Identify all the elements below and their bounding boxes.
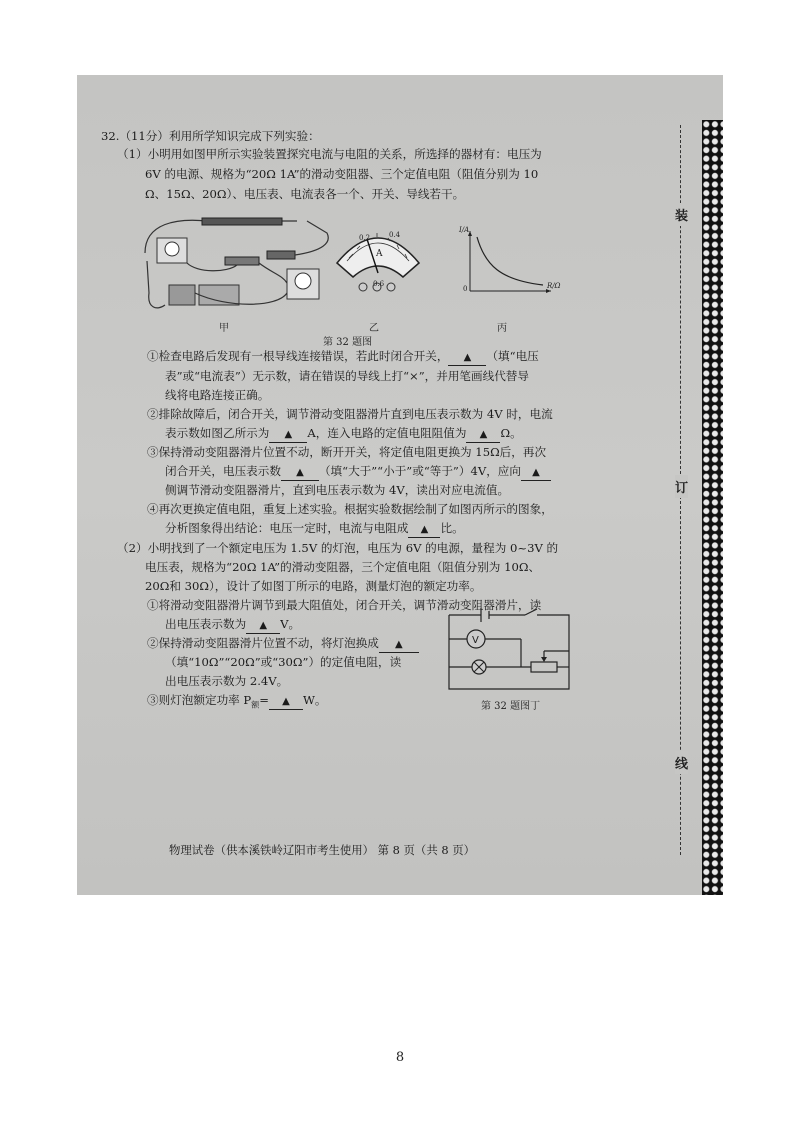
meter-terminal-label: 0.6 (373, 280, 385, 288)
answer-blank-8[interactable]: ▲ (379, 636, 419, 653)
svg-text:V: V (472, 635, 479, 646)
answer-blank-9[interactable]: ▲ (269, 693, 303, 710)
figure-caption-32: 第 32 题图 (323, 337, 373, 348)
binding-char-zhuang: 装 (675, 203, 688, 226)
answer-blank-2[interactable]: ▲ (269, 426, 307, 443)
binding-margin-pattern (702, 120, 723, 895)
answer-blank-6[interactable]: ▲ (408, 521, 440, 538)
part2-item1-line-2: 出电压表示数为 ▲ V。 (165, 617, 300, 634)
item3-line-1: ③保持滑动变阻器滑片位置不动，断开开关，将定值电阻更换为 15Ω后，再次 (147, 445, 547, 459)
item2-line-2: 表示数如图乙所示为 ▲ A，连入电路的定值电阻阻值为 ▲ Ω。 (165, 426, 522, 443)
item1-text-a: ①检查电路后发现有一根导线连接错误，若此时闭合开关， (147, 349, 449, 363)
meter-scale-low: 0.2 (359, 234, 371, 242)
meter-unit: A (376, 249, 383, 259)
part2-item2-line-3: 出电压表示数为 2.4V。 (165, 674, 289, 688)
figure-caption-32-ding: 第 32 题图丁 (481, 701, 541, 712)
answer-blank-3[interactable]: ▲ (466, 426, 500, 443)
figure-label-yi: 乙 (369, 323, 379, 334)
graph-origin: 0 (463, 285, 468, 293)
figure-yi-ammeter (333, 225, 423, 305)
item1-line-2: 表”或“电流表”）无示数，请在错误的导线上打“×”，并用笔画线代替导 (165, 369, 529, 383)
page-number: 8 (395, 1050, 405, 1065)
part2-item3-line: ③则灯泡额定功率 $P_额=$ ▲ W。 (147, 693, 327, 710)
answer-blank-1[interactable]: ▲ (448, 349, 486, 366)
part2-intro-line-1: （2）小明找到了一个额定电压为 1.5V 的灯泡，电压为 6V 的电源，量程为 0~3V 的 (117, 541, 559, 555)
binding-char-ding: 订 (675, 475, 688, 498)
part2-intro-line-2: 电压表，规格为“20Ω 1A”的滑动变阻器，三个定值电阻（阻值分别为 10Ω、 (145, 560, 541, 574)
question-header: 32.（11分）利用所学知识完成下列实验： (101, 129, 320, 143)
item1-text-b: （填“电压 (486, 349, 539, 363)
part1-intro-line-2: 6V 的电源、规格为“20Ω 1A”的滑动变阻器、三个定值电阻（阻值分别为 10 (145, 167, 539, 181)
answer-blank-7[interactable]: ▲ (246, 617, 280, 634)
part1-intro-line-1: （1）小明用如图甲所示实验装置探究电流与电阻的关系，所选择的器材有：电压为 (117, 147, 542, 161)
page-footer: 物理试卷（供本溪铁岭辽阳市考生使用） 第 8 页（共 8 页） (169, 843, 475, 857)
graph-ylabel: I/A (459, 226, 470, 234)
figure-label-jia: 甲 (219, 323, 229, 334)
answer-blank-5[interactable]: ▲ (521, 464, 551, 481)
part2-item1-line-1: ①将滑动变阻器滑片调节到最大阻值处，闭合开关，调节滑动变阻器滑片，读 (147, 598, 542, 612)
item1-line-1 (147, 349, 539, 366)
item1-line-3: 线将电路连接正确。 (165, 388, 270, 402)
figure-jia-circuit-photo (137, 213, 337, 313)
part2-item2-line-1: ②保持滑动变阻器滑片位置不动，将灯泡换成 ▲ (147, 636, 419, 653)
item2-line-1: ②排除故障后，闭合开关，调节滑动变阻器滑片直到电压表示数为 4V 时，电流 (147, 407, 553, 421)
graph-xlabel: R/Ω (547, 282, 561, 290)
item4-line-1: ④再次更换定值电阻，重复上述实验。根据实验数据绘制了如图丙所示的图象， (147, 502, 553, 516)
figure-ding-circuit-diagram (445, 605, 573, 693)
part2-item2-line-2: （填“10Ω”“20Ω”或“30Ω”）的定值电阻，读 (165, 655, 402, 669)
part1-intro-line-3: Ω、15Ω、20Ω）、电压表、电流表各一个、开关、导线若干。 (145, 187, 465, 201)
meter-scale-mid: 0.4 (389, 231, 401, 239)
item3-line-3: 侧调节滑动变阻器滑片，直到电压表示数为 4V，读出对应电流值。 (165, 483, 510, 497)
figure-bing-graph (455, 225, 555, 300)
scanned-exam-page (77, 75, 723, 895)
binding-char-xian: 线 (675, 751, 688, 774)
answer-blank-4[interactable]: ▲ (281, 464, 319, 481)
item3-line-2: 闭合开关，电压表示数 ▲ （填“大于”“小于”或“等于”）4V，应向 ▲ (165, 464, 551, 481)
figure-label-bing: 丙 (497, 323, 507, 334)
item4-line-2: 分析图象得出结论：电压一定时，电流与电阻成 ▲ 比。 (165, 521, 464, 538)
part2-intro-line-3: 20Ω和 30Ω），设计了如图丁所示的电路，测量灯泡的额定功率。 (145, 579, 482, 593)
